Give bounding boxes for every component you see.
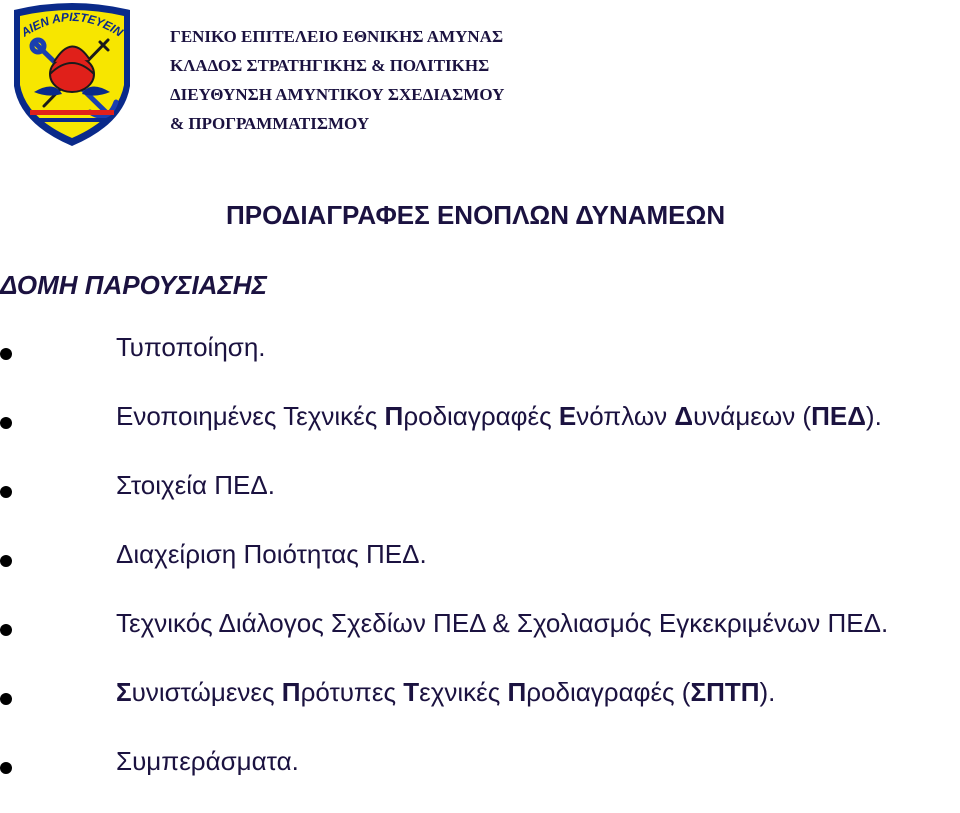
agenda-item-segment: νόπλων — [576, 401, 675, 431]
bullet-icon — [0, 555, 12, 567]
agenda-item-segment: Τυποποίηση. — [116, 332, 266, 362]
bullet-icon — [0, 348, 12, 360]
agenda-item-segment: εχνικές — [419, 677, 508, 707]
agenda-item-segment: υνάμεων ( — [693, 401, 812, 431]
header-line: ΓΕΝΙΚΟ ΕΠΙΤΕΛΕΙΟ ΕΘΝΙΚΗΣ ΑΜΥΝΑΣ — [170, 27, 504, 46]
agenda-item-segment: ). — [865, 401, 882, 431]
header-line: ΚΛΑΔΟΣ ΣΤΡΑΤΗΓΙΚΗΣ & ΠΟΛΙΤΙΚΗΣ — [170, 56, 490, 75]
agenda-item-text — [116, 539, 427, 570]
bullet-icon — [0, 486, 12, 498]
page-title: ΠΡΟΔΙΑΓΡΑΦΕΣ ΕΝΟΠΛΩΝ ΔΥΝΑΜΕΩΝ — [226, 200, 726, 230]
agenda-item-segment: Π — [384, 401, 404, 431]
agenda-item-text — [116, 608, 888, 639]
agenda-item-segment: ροδιαγραφές — [403, 401, 559, 431]
agenda-item-segment: ΣΠΤΠ — [690, 677, 760, 707]
agenda-item-segment: ροδιαγραφές ( — [526, 677, 691, 707]
agenda-item-segment: Στοιχεία ΠΕΔ. — [116, 470, 275, 500]
agenda-item-segment: υνιστώμενες — [131, 677, 282, 707]
agenda-item-segment: Σ — [116, 677, 132, 707]
bullet-icon — [0, 693, 12, 705]
organization-header — [170, 22, 504, 138]
logo-stripe-blue — [34, 118, 110, 122]
agenda-item-segment: ΠΕΔ — [811, 401, 866, 431]
agenda-item-segment: Τ — [403, 677, 420, 707]
bullet-icon — [0, 762, 12, 774]
bullet-icon — [0, 624, 12, 636]
agenda-item-text — [116, 746, 299, 777]
logo-stripe — [30, 110, 114, 115]
logo-motto: ΑΙΕΝ ΑΡΙΣΤΕΥΕΙΝ — [18, 9, 126, 40]
header-line: & ΠΡΟΓΡΑΜΜΑΤΙΣΜΟΥ — [170, 114, 370, 133]
agenda-item-segment: Τεχνικός Διάλογος Σχεδίων ΠΕΔ & Σχολιασμός Εγκεκριμένων ΠΕΔ. — [116, 608, 889, 638]
agenda-item-text — [116, 470, 275, 501]
section-subtitle: ΔΟΜΗ ΠΑΡΟΥΣΙΑΣΗΣ — [0, 270, 267, 300]
agenda-item-segment: Διαχείριση Ποιότητας ΠΕΔ. — [116, 539, 427, 569]
agenda-item-segment: Π — [281, 677, 301, 707]
agenda-item-segment: Ε — [558, 401, 577, 431]
agenda-item-segment: Π — [507, 677, 527, 707]
agenda-item-segment: ). — [759, 677, 776, 707]
hellenic-navy-crest-logo — [4, 2, 140, 148]
agenda-item-segment: Συμπεράσματα. — [116, 746, 299, 776]
header-line: ΔΙΕΥΘΥΝΣΗ ΑΜΥΝΤΙΚΟΥ ΣΧΕΔΙΑΣΜΟΥ — [170, 85, 505, 104]
agenda-item-segment: ρότυπες — [300, 677, 404, 707]
bullet-icon — [0, 417, 12, 429]
agenda-item-text — [116, 332, 266, 363]
agenda-item-segment: Δ — [674, 401, 694, 431]
agenda-item-segment: Ενοποιημένες Τεχνικές — [116, 401, 385, 431]
agenda-item-text — [116, 401, 882, 432]
agenda-item-text — [116, 677, 775, 708]
